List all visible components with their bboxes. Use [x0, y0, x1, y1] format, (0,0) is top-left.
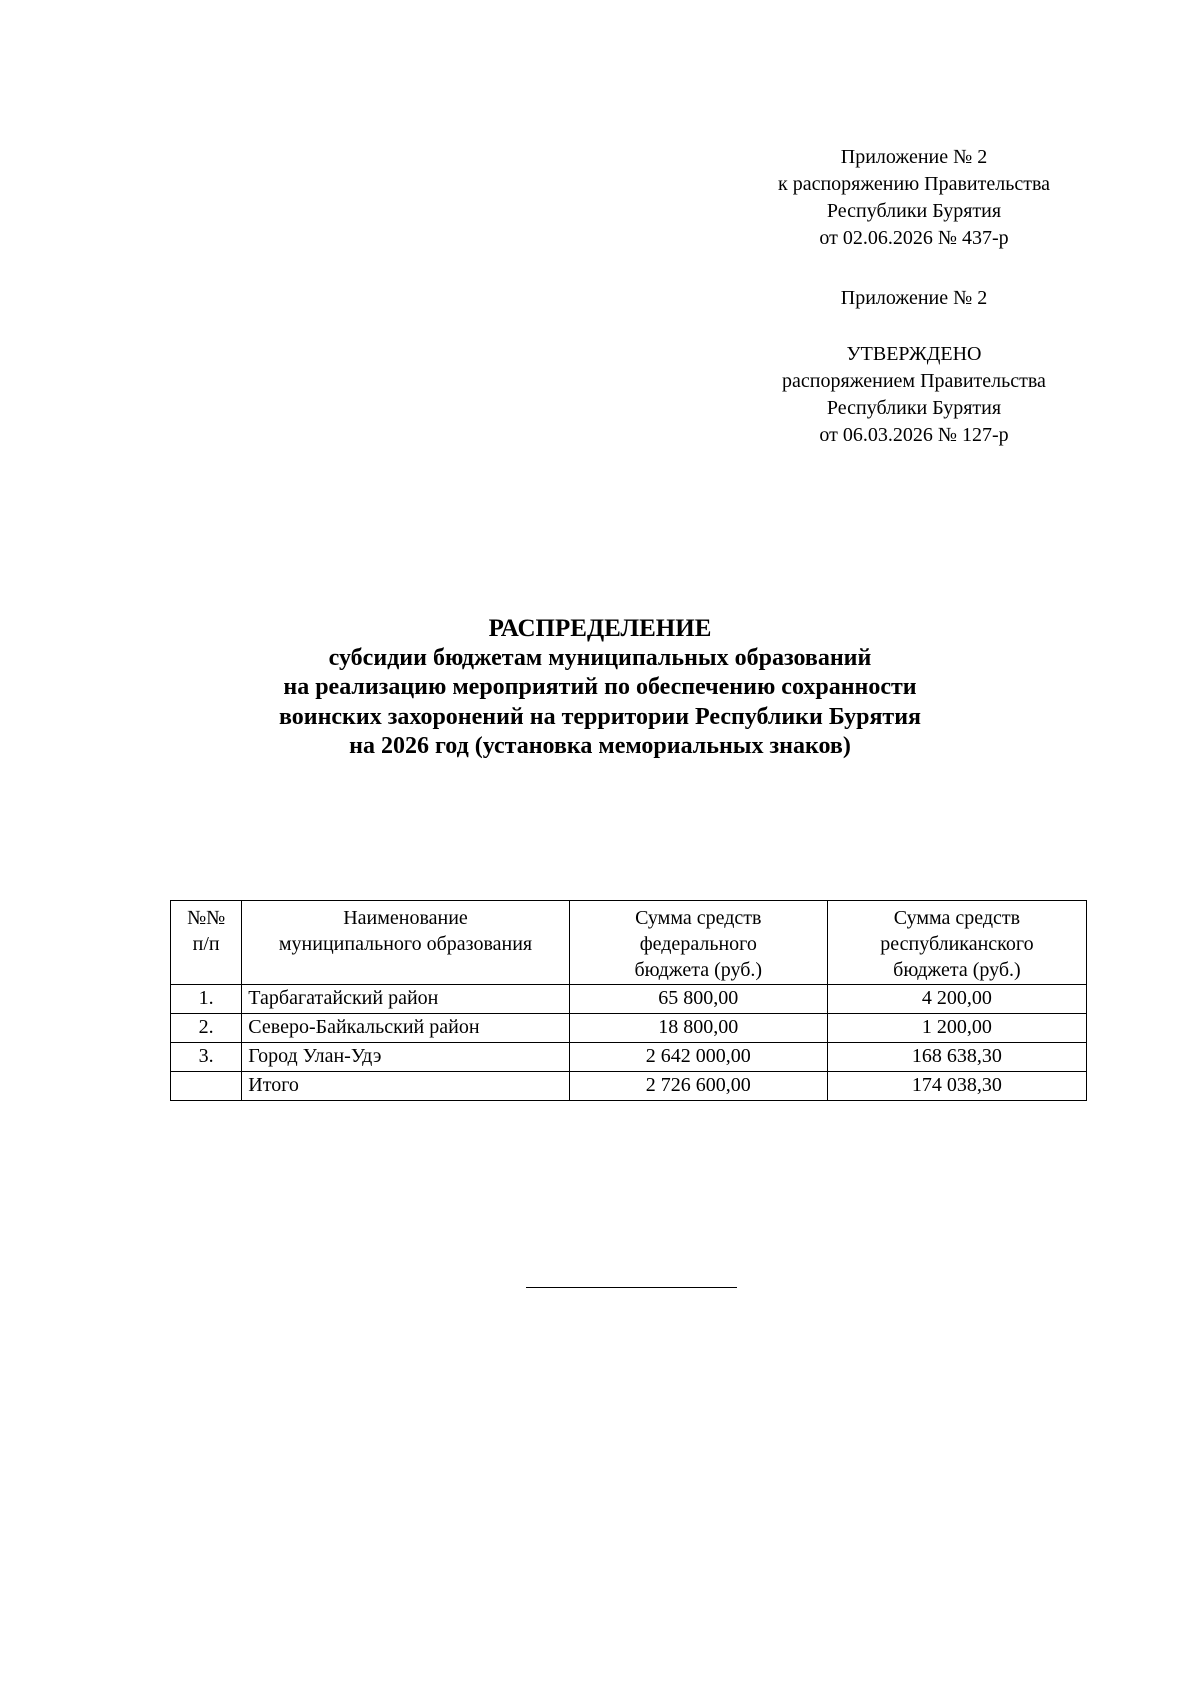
title-line: воинских захоронений на территории Республики Бурятия	[278, 703, 922, 730]
table-header-row	[171, 901, 1087, 985]
title-line: на реализацию мероприятий по обеспечению сохранности	[283, 674, 917, 700]
header-line: Сумма средств	[635, 907, 762, 929]
appendix-line: Республики Бурятия	[826, 200, 1002, 222]
federal-sum: 2 642 000,00	[569, 1043, 827, 1072]
title-line: субсидии бюджетам муниципальных образований	[328, 644, 872, 671]
total-republic-sum: 174 038,30	[827, 1072, 1086, 1101]
federal-sum: 65 800,00	[569, 985, 827, 1014]
row-number	[171, 1072, 242, 1101]
header-line: Наименование	[343, 907, 468, 929]
header-line: Сумма средств	[893, 907, 1021, 929]
appendix-line: Приложение № 2	[840, 287, 988, 309]
total-label: Итого	[242, 1072, 569, 1101]
federal-sum: 18 800,00	[569, 1014, 827, 1043]
table-row	[171, 1043, 1087, 1072]
distribution-table	[170, 900, 1087, 1101]
appendix-line: Приложение № 2	[840, 146, 988, 168]
approval-line: Республики Бурятия	[826, 397, 1002, 419]
header-line: республиканского	[880, 933, 1034, 955]
header-line: №№	[187, 907, 226, 929]
header-federal-sum	[569, 901, 827, 985]
municipality-name: Северо-Байкальский район	[242, 1014, 569, 1043]
header-line: федерального	[639, 933, 757, 955]
appendix-line: к распоряжению Правительства	[777, 173, 1050, 195]
header-line: бюджета (руб.)	[634, 959, 763, 981]
closing-rule-divider	[526, 1287, 737, 1288]
title-line: на 2026 год (установка мемориальных знаков)	[349, 733, 851, 759]
document-title	[100, 614, 1100, 762]
title-main: РАСПРЕДЕЛЕНИЕ	[488, 615, 712, 642]
approval-stamp-block	[744, 341, 1084, 449]
header-line: п/п	[192, 933, 220, 955]
republic-sum: 1 200,00	[827, 1014, 1086, 1043]
approval-line: распоряжением Правительства	[782, 370, 1046, 392]
header-number	[171, 901, 242, 985]
approval-line: от 06.03.2026 № 127-р	[819, 424, 1009, 446]
municipality-name: Тарбагатайский район	[242, 985, 569, 1014]
header-republic-sum	[827, 901, 1086, 985]
row-number: 3.	[171, 1043, 242, 1072]
republic-sum: 168 638,30	[827, 1043, 1086, 1072]
header-municipality	[242, 901, 569, 985]
appendix-line: от 02.06.2026 № 437-р	[819, 227, 1009, 249]
row-number: 1.	[171, 985, 242, 1014]
table-row	[171, 1014, 1087, 1043]
approval-line: УТВЕРЖДЕНО	[846, 343, 982, 365]
appendix-number-block	[744, 285, 1084, 312]
total-federal-sum: 2 726 600,00	[569, 1072, 827, 1101]
table-total-row	[171, 1072, 1087, 1101]
header-line: бюджета (руб.)	[893, 959, 1021, 981]
table-row	[171, 985, 1087, 1014]
municipality-name: Город Улан-Удэ	[242, 1043, 569, 1072]
row-number: 2.	[171, 1014, 242, 1043]
header-line: муниципального образования	[278, 933, 533, 955]
appendix-reference-block	[744, 144, 1084, 252]
republic-sum: 4 200,00	[827, 985, 1086, 1014]
